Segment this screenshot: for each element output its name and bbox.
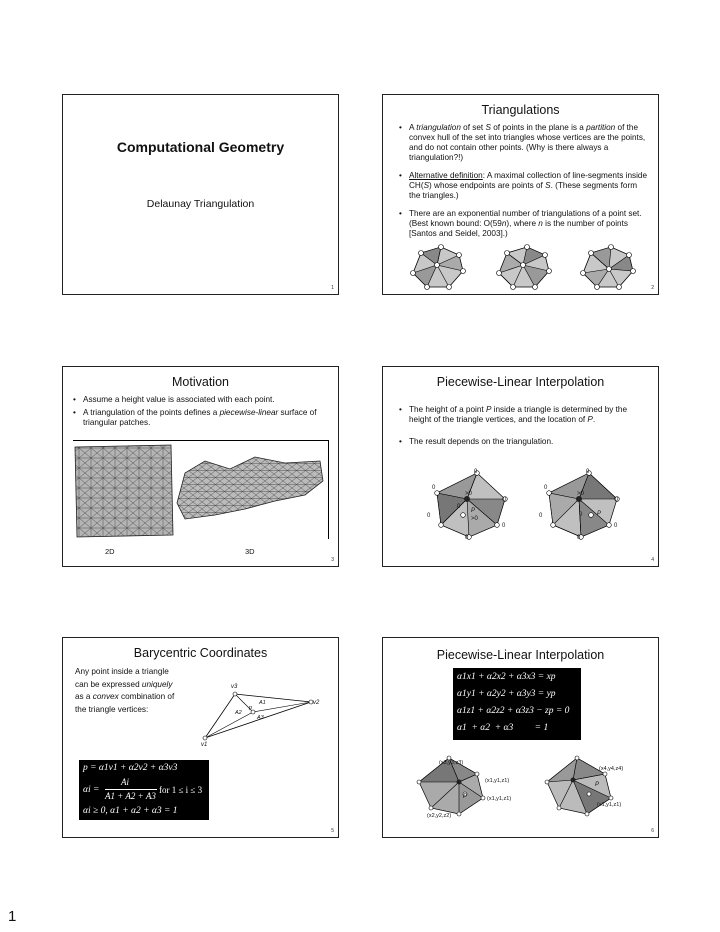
triangulation-examples	[383, 245, 660, 295]
slide-4	[382, 366, 659, 567]
slide-2	[382, 94, 659, 295]
eq-line-y: α1y1 + α2y2 + α3y3 = yp	[457, 689, 556, 699]
interpolation-equation-box	[453, 668, 581, 740]
eq-line-3: αi ≥ 0, α1 + α2 + α3 = 1	[83, 806, 178, 816]
label-v1: v1	[201, 742, 208, 748]
eq-line-sum: α1 + α2 + α3 = 1	[457, 723, 549, 733]
page-number: 5	[331, 828, 334, 834]
bullet-height: • Assume a height value is associated with each point.	[71, 395, 326, 405]
slide-5-title: Barycentric Coordinates	[133, 646, 268, 660]
barycentric-equation-box	[79, 760, 209, 820]
right-label-bottom: 0	[577, 535, 581, 541]
page-number: 4	[651, 557, 654, 563]
slide-5	[62, 637, 339, 838]
coord-label-x4: (x4,y4,z4)	[599, 766, 624, 772]
label-a3: A3	[257, 715, 264, 721]
barycentric-text: Any point inside a triangle can be expressed uniquely as a convex combination of the triangle vertices:	[75, 667, 175, 714]
left-label-inner: 0	[457, 504, 461, 510]
eq-frac-lhs: αi =	[83, 785, 100, 795]
right-label-left: 0	[539, 513, 543, 519]
slide-1-subtitle: Delaunay Triangulation	[146, 198, 255, 210]
slide-6-title: Piecewise-Linear Interpolation	[436, 648, 605, 662]
right-label-p: P	[597, 511, 602, 517]
right-label-lower-right: 0	[614, 523, 618, 529]
label-v3: v3	[231, 684, 238, 690]
eq-frac-den: A1 + A2 + A3	[105, 791, 156, 801]
triangulation-example-2	[497, 245, 552, 290]
bullet-height-p: • The height of a point P inside a triangle is determined by the height of the triangle vertices, and the location of P.	[397, 405, 649, 425]
page-number: 1	[331, 285, 334, 291]
right-label-top: 0	[586, 469, 590, 475]
mesh-3d-figure	[175, 453, 325, 523]
left-label-top: 0	[474, 469, 478, 475]
label-p-left: P	[463, 794, 468, 800]
bullet-exponential: • There are an exponential number of triangulations of a point set. (Best known bound: O(59n), where n is the number of points [Santos and Seidel, 2003].)	[397, 209, 647, 239]
left-label-upper-left: 0	[432, 485, 436, 491]
label-3d: 3D	[245, 547, 255, 556]
coord-label-x1-middle: (x1,y1,z1)	[487, 796, 512, 802]
left-label-right: 0	[503, 497, 507, 503]
page-number: 3	[331, 557, 334, 563]
slide-6	[382, 637, 659, 838]
label-a1: A1	[259, 700, 266, 706]
slide-3-title: Motivation	[172, 375, 229, 389]
label-p-right: P	[595, 782, 600, 788]
right-label-inner: 0	[579, 512, 583, 518]
label-2d: 2D	[105, 547, 115, 556]
label-a2: A2	[235, 710, 242, 716]
bullet-alternative: • Alternative definition: A maximal collection of line-segments inside CH(S) whose endpoints are points of S. (These segments form the triangles.)	[397, 171, 647, 201]
coord-label-x1-right: (x1,y1,z1)	[597, 802, 622, 808]
eq-line-1: p = α1v1 + α2v2 + α3v3	[83, 763, 178, 773]
slide-1-title: Computational Geometry	[116, 139, 285, 155]
eq-frac-rhs: for 1 ≤ i ≤ 3	[159, 785, 203, 795]
right-label-upper-left: 0	[544, 485, 548, 491]
label-p: p	[249, 705, 253, 711]
slide-2-title: Triangulations	[481, 103, 560, 117]
right-label-right: 0	[615, 497, 619, 503]
triangulation-example-1	[411, 245, 466, 290]
left-label-lower-right: 0	[502, 523, 506, 529]
bullet-definition: • A triangulation of set S of points in the plane is a partition of the convex hull of the set into triangles whose vertices are the points, and do not contain other points. (Why is there always a triangulation?!)	[397, 123, 647, 163]
eq-line-x: α1x1 + α2x2 + α3x3 = xp	[457, 672, 556, 682]
mesh-2d-figure	[73, 443, 175, 539]
page-number: 2	[651, 285, 654, 291]
page-number: 6	[651, 828, 654, 834]
left-label-bottom: 0	[465, 535, 469, 541]
eq-line-z: α1z1 + α2z2 + α3z3 − zp = 0	[457, 706, 570, 716]
triangulation-example-3	[581, 245, 636, 290]
sheet-number: 1	[8, 908, 17, 925]
bullet-depends: • The result depends on the triangulation.	[397, 437, 649, 447]
slide-4-title: Piecewise-Linear Interpolation	[436, 375, 605, 389]
left-label-center: >0	[465, 491, 472, 497]
coord-label-x1-left: (x1,y1,z1)	[485, 778, 510, 784]
slide-1	[62, 94, 339, 295]
coord-label-x3: (x3,y3,z3)	[439, 760, 464, 766]
left-label-p-value: >0	[471, 516, 478, 522]
eq-frac-num: Ai	[121, 777, 129, 787]
label-v2: v2	[313, 700, 320, 706]
bullet-surface: • A triangulation of the points defines a piecewise-linear surface of triangular patches.	[71, 408, 326, 428]
left-label-left: 0	[427, 513, 431, 519]
coord-label-x2: (x2,y2,z2)	[427, 813, 452, 819]
slide-3	[62, 366, 339, 567]
right-label-center: >0	[577, 491, 584, 497]
left-label-p: P	[471, 508, 476, 514]
